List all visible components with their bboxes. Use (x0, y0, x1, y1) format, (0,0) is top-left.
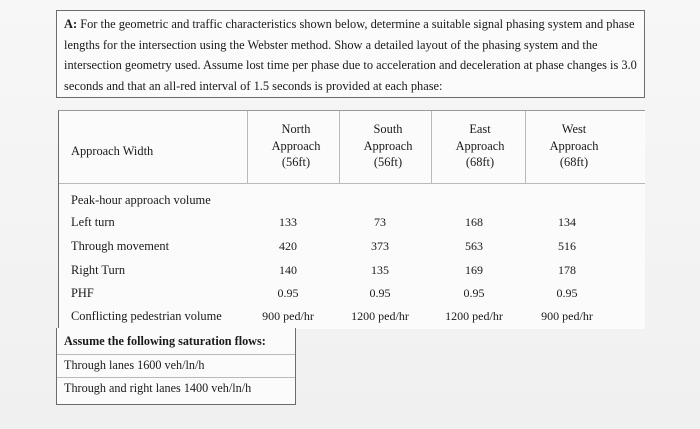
header-line: North (281, 122, 311, 136)
header-line: Approach (271, 138, 321, 153)
traffic-data-table (58, 110, 645, 329)
row-value: 0.95 (463, 286, 485, 300)
problem-statement (64, 14, 642, 96)
row-value: 73 (374, 215, 386, 229)
header-line: Approach (455, 138, 505, 153)
row-value: 178 (558, 263, 576, 277)
row-value: 0.95 (556, 286, 578, 300)
header-line: (68ft) (465, 155, 495, 169)
row-value: 516 (558, 239, 576, 253)
row-value: 420 (279, 239, 297, 253)
saturation-title: Assume the following saturation flows: (64, 334, 266, 348)
saturation-flows-box (56, 328, 296, 405)
row-value: 900 ped/hr (541, 309, 593, 323)
row-value: 140 (279, 263, 297, 277)
row-value: 373 (371, 239, 389, 253)
south-approach-header (343, 121, 433, 171)
problem-label: A: (64, 17, 78, 31)
row-divider (57, 377, 295, 378)
header-line: East (469, 122, 491, 136)
row-label: Through movement (71, 239, 170, 253)
header-line: (56ft) (373, 155, 403, 169)
row-value: 0.95 (277, 286, 299, 300)
header-line: Approach (549, 138, 599, 153)
table-header-row (59, 111, 645, 184)
west-approach-header (529, 121, 619, 171)
approach-width-header: Approach Width (71, 144, 154, 158)
column-divider (525, 111, 526, 183)
row-label: PHF (71, 286, 94, 300)
header-line: South (373, 122, 403, 136)
row-value: 134 (558, 215, 576, 229)
row-value: 1200 ped/hr (351, 309, 409, 323)
problem-statement-box (56, 10, 645, 98)
east-approach-header (435, 121, 525, 171)
problem-text: For the geometric and traffic characteristics shown below, determine a suitable signal phasing system and phase lengths for the intersection using the Webster method. Show a detailed layout of the phasing system and the intersection geometry used. Assume lost time per phase due to acceleration and deceleration at phase changes is 3.0 seconds and that an all-red interval of 1.5 seconds is provided at each phase: (64, 17, 637, 93)
row-value: 135 (371, 263, 389, 277)
row-value: 900 ped/hr (262, 309, 314, 323)
row-value: 1200 ped/hr (445, 309, 503, 323)
through-right-lanes-flow: Through and right lanes 1400 veh/ln/h (64, 381, 252, 395)
row-label: Right Turn (71, 263, 126, 277)
section-label: Peak-hour approach volume (71, 193, 211, 207)
row-value: 133 (279, 215, 297, 229)
column-divider (247, 111, 248, 183)
row-value: 168 (465, 215, 483, 229)
row-value: 0.95 (369, 286, 391, 300)
header-line: Approach (363, 138, 413, 153)
header-line: West (561, 122, 587, 136)
north-approach-header (251, 121, 341, 171)
row-label: Conflicting pedestrian volume (71, 309, 222, 323)
header-line: (68ft) (559, 155, 589, 169)
row-value: 169 (465, 263, 483, 277)
row-divider (57, 354, 295, 355)
header-line: (56ft) (281, 155, 311, 169)
through-lanes-flow: Through lanes 1600 veh/ln/h (64, 358, 205, 372)
row-label: Left turn (71, 215, 115, 229)
row-value: 563 (465, 239, 483, 253)
